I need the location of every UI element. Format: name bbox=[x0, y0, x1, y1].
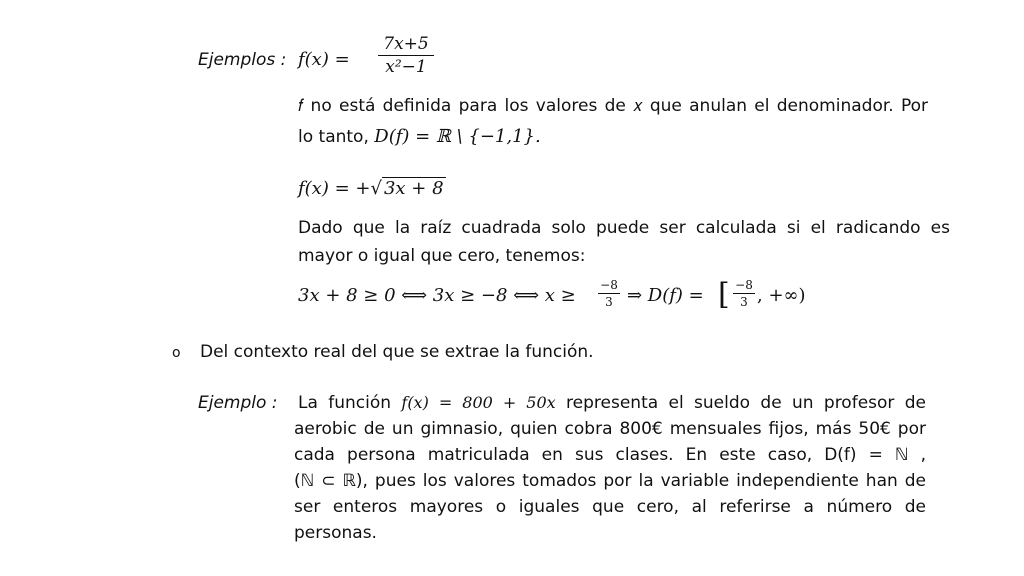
bullet-text: Del contexto real del que se extrae la función. bbox=[200, 342, 594, 362]
paragraph-line: mayor o igual que cero, tenemos: bbox=[298, 246, 586, 266]
function-definition: f(x) = bbox=[298, 49, 350, 70]
fraction-bar bbox=[598, 293, 620, 294]
paragraph-line: ser enteros mayores o iguales que cero, al referirse a número de bbox=[294, 497, 926, 517]
fraction-bar bbox=[378, 55, 434, 56]
function-expression: f(x) = 800 + 50x bbox=[401, 393, 556, 412]
interval-close: , +∞) bbox=[757, 285, 806, 306]
text-fragment: lo tanto, bbox=[298, 127, 375, 147]
paragraph-line: 𝑓 no está definida para los valores de 𝑥 que anulan el denominador. Por bbox=[298, 96, 928, 116]
inequality: 3x + 8 ≥ 0 ⟺ 3x ≥ −8 ⟺ x ≥ bbox=[298, 285, 576, 306]
example-label: Ejemplo : bbox=[198, 393, 278, 413]
fraction bbox=[733, 278, 755, 309]
numerator: −8 bbox=[735, 278, 753, 292]
bullet-icon: o bbox=[172, 345, 181, 361]
paragraph-line: (ℕ ⊂ ℝ), pues los valores tomados por la variable independiente han de bbox=[294, 471, 926, 491]
paragraph-line: personas. bbox=[294, 523, 377, 543]
numerator: −8 bbox=[600, 278, 618, 292]
paragraph-line bbox=[298, 126, 541, 147]
text-fragment: representa el sueldo de un profesor de bbox=[566, 393, 927, 413]
function-lhs: f(x) = + bbox=[298, 178, 371, 199]
implies-domain: ⇒ D(f) = bbox=[627, 285, 704, 306]
radicand: 3x + 8 bbox=[383, 178, 444, 199]
denominator: 3 bbox=[740, 295, 748, 309]
function-definition bbox=[298, 178, 446, 199]
paragraph-line: Dado que la raíz cuadrada solo puede ser calculada si el radicando es bbox=[298, 218, 950, 238]
denominator: 3 bbox=[605, 295, 613, 309]
interval-open-bracket: [ bbox=[718, 277, 730, 312]
fraction bbox=[378, 34, 434, 77]
numerator: 7x+5 bbox=[383, 34, 429, 54]
paragraph-line bbox=[298, 393, 926, 413]
sqrt-symbol: √ bbox=[370, 178, 382, 199]
paragraph-line: aerobic de un gimnasio, quien cobra 800€ mensuales fijos, más 50€ por bbox=[294, 419, 926, 439]
fraction bbox=[598, 278, 620, 309]
text-fragment: La función bbox=[298, 393, 392, 413]
example-label: Ejemplos : bbox=[198, 50, 287, 70]
fraction-bar bbox=[733, 293, 755, 294]
denominator: x²−1 bbox=[385, 57, 427, 77]
paragraph-line: cada persona matriculada en sus clases. En este caso, D(f) = ℕ , bbox=[294, 445, 926, 465]
domain-expression: D(f) = ℝ \ {−1,1}. bbox=[374, 126, 541, 147]
